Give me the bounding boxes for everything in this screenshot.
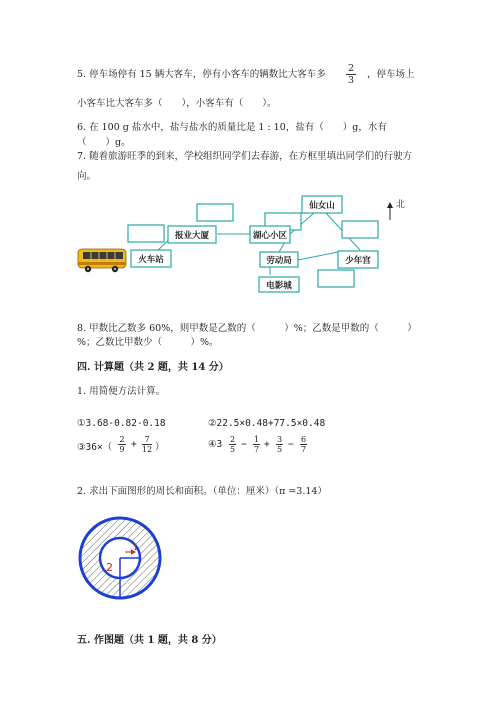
expr-4-frac-3 xyxy=(275,435,284,454)
expr-1: ①3.68-0.82-0.18 xyxy=(77,418,166,429)
expr-4-frac-1-num: 2 xyxy=(229,435,236,444)
expr-3-frac-2-den: 12 xyxy=(141,445,153,454)
q8-line1: 8. 甲数比乙数多 60%，则甲数是乙数的（ ）%；乙数是甲数的（ ） xyxy=(77,323,417,334)
expr-3-frac-2 xyxy=(141,435,153,454)
section4-title: 四. 计算题（共 2 题，共 14 分） xyxy=(77,362,229,373)
place-dianyingcheng: 电影城 xyxy=(266,281,292,291)
answer-box-4[interactable] xyxy=(342,221,378,238)
q5-fraction-numerator: 2 xyxy=(347,63,355,74)
q5-fraction xyxy=(345,63,357,86)
place-baoye: 报业大厦 xyxy=(174,231,210,241)
route-map xyxy=(0,192,500,302)
answer-box-1[interactable] xyxy=(197,204,233,221)
answer-box-2[interactable] xyxy=(128,225,164,242)
q6-line1: 6. 在 100 g 盐水中，盐与盐水的质量比是 1 : 10，盐有（ ）g，水有 xyxy=(77,122,387,133)
place-xiannv: 仙女山 xyxy=(309,201,335,211)
place-laodongju: 劳动局 xyxy=(266,256,292,266)
expr-4-frac-4-den: 7 xyxy=(300,445,307,454)
place-shaoniangong: 少年宫 xyxy=(345,256,371,266)
q5-line1-end: ，停车场上 xyxy=(367,69,415,80)
expr-4-frac-2 xyxy=(252,435,261,454)
answer-box-5[interactable] xyxy=(318,270,354,287)
q7-line1: 7. 随着旅游旺季的到来，学校组织同学们去春游，在方框里填出同学们的行驶方 xyxy=(77,151,413,162)
expr-3-prefix: ③36×（ xyxy=(77,442,113,453)
north-label: 北 xyxy=(396,200,406,210)
expr-4-frac-1-den: 5 xyxy=(229,445,236,454)
expr-2: ②22.5×0.48+77.5×0.48 xyxy=(208,418,326,429)
q5-line2: 小客车比大客车多（ ），小客车有（ ）。 xyxy=(77,98,277,109)
q5-fraction-denominator: 3 xyxy=(347,75,355,86)
label-outer-radius: 2 xyxy=(106,561,113,574)
section4-q1: 1. 用简便方法计算。 xyxy=(77,386,166,397)
expr-4-frac-3-den: 5 xyxy=(276,445,283,454)
q6-line2: （ ）g。 xyxy=(77,137,131,148)
expr-3-plus: + xyxy=(131,439,137,450)
expr-4-plus: + xyxy=(264,439,270,450)
place-huxin: 湖心小区 xyxy=(252,231,288,241)
expr-4-frac-4-num: 6 xyxy=(300,435,307,444)
expr-3-frac-1 xyxy=(117,435,127,454)
annulus-figure xyxy=(75,513,165,603)
q5-line1: 5. 停车场停有 15 辆大客车，停有小客车的辆数比大客车多 xyxy=(77,69,326,80)
bus-icon xyxy=(78,249,126,272)
expr-4-prefix: ④3 xyxy=(208,439,223,450)
section5-title: 五. 作图题（共 1 题，共 8 分） xyxy=(77,635,222,646)
q8-line2: %；乙数比甲数少（ ）%。 xyxy=(77,337,219,348)
expr-3-frac-1-den: 9 xyxy=(119,445,125,454)
north-arrow-icon xyxy=(387,198,405,220)
expr-4-frac-1 xyxy=(228,435,237,454)
expr-4-frac-2-num: 1 xyxy=(253,435,260,444)
place-huochezhan: 火车站 xyxy=(138,255,164,265)
expr-4-minus-1: − xyxy=(241,439,247,450)
expr-3-suffix: ） xyxy=(155,442,165,453)
expr-3-frac-1-num: 2 xyxy=(119,435,125,444)
expr-4-frac-2-den: 7 xyxy=(253,445,260,454)
expr-4-frac-4 xyxy=(299,435,308,454)
label-inner-radius: 1 xyxy=(133,543,139,552)
expr-4-frac-3-num: 3 xyxy=(276,435,283,444)
section4-q2: 2. 求出下面图形的周长和面积。（单位：厘米）（π =3.14） xyxy=(77,486,327,497)
expr-3-frac-2-num: 7 xyxy=(144,435,150,444)
q7-line2: 向。 xyxy=(77,171,97,182)
expr-4-minus-2: − xyxy=(288,439,294,450)
